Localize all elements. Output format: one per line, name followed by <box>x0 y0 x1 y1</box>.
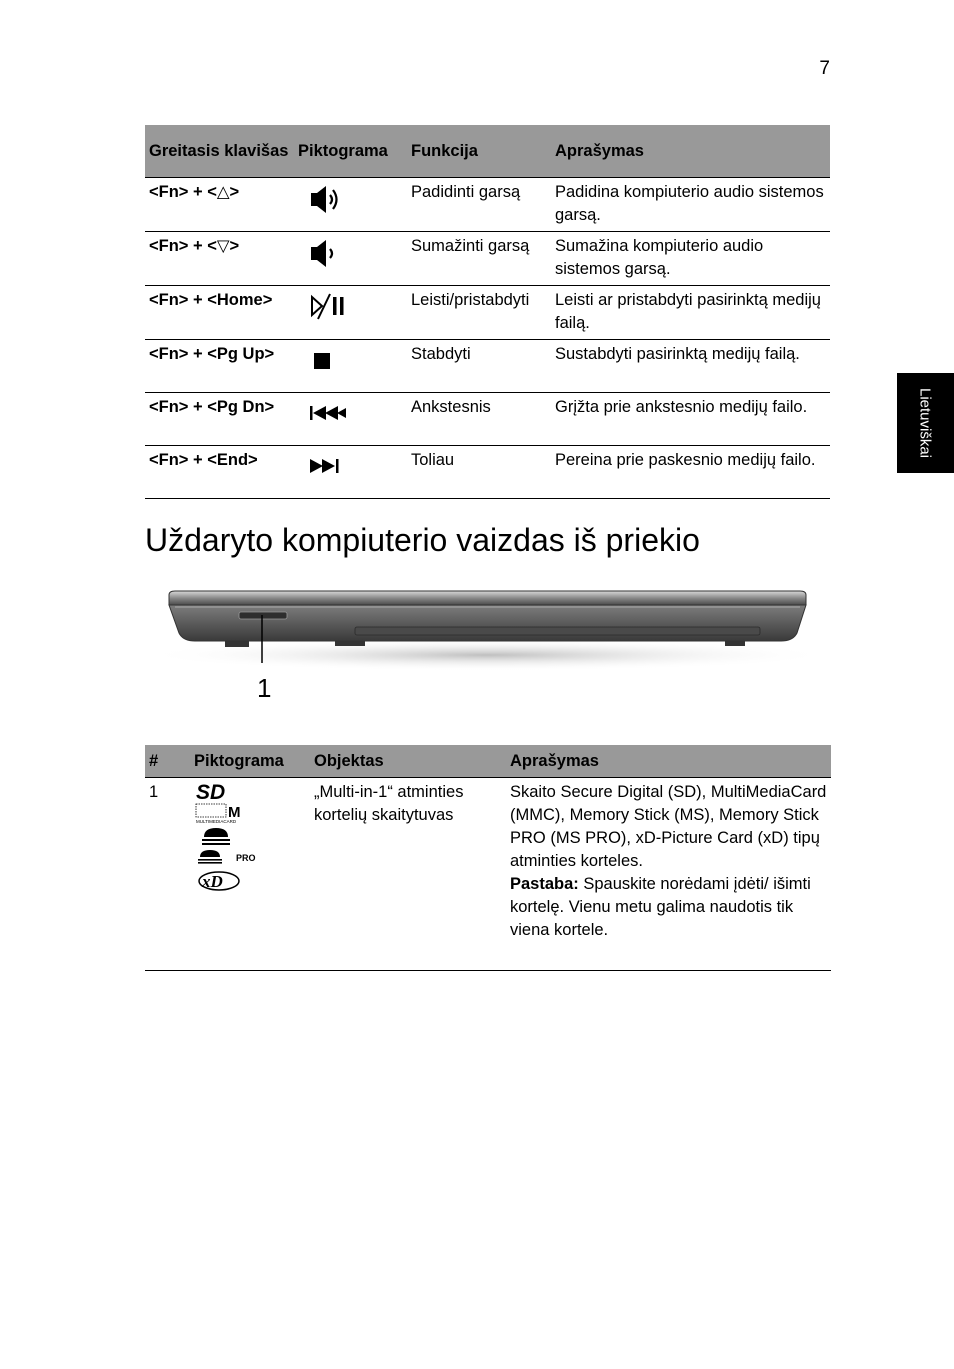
pro-logo-text: PRO <box>236 853 256 863</box>
header-hotkey: Greitasis klavišas <box>145 125 294 178</box>
laptop-front-drawing <box>145 585 830 710</box>
header-function: Funkcija <box>407 125 551 178</box>
card-reader-table <box>145 745 831 971</box>
table-row <box>145 340 830 393</box>
header-number: # <box>145 745 190 778</box>
next-icon <box>306 451 350 481</box>
table-row <box>145 393 830 446</box>
figure-callout-1: 1 <box>257 673 272 703</box>
description-cell: Sustabdyti pasirinktą medijų failą. <box>551 340 830 393</box>
number-cell: 1 <box>145 778 190 971</box>
stop-icon <box>306 345 346 375</box>
memory-stick-logo <box>194 825 254 847</box>
memory-stick-pro-logo <box>194 847 264 869</box>
hotkey-cell: <Fn> + <△> <box>145 178 294 232</box>
laptop-front-figure <box>145 585 830 710</box>
hotkey-cell: <Fn> + <Home> <box>145 286 294 340</box>
hotkey-table-header <box>145 125 830 178</box>
hotkey-table <box>145 125 830 499</box>
table-row <box>145 286 830 340</box>
section-title: Uždaryto kompiuterio vaizdas iš priekio <box>145 522 700 558</box>
hotkey-cell: <Fn> + <End> <box>145 446 294 499</box>
object-cell: „Multi-in-1“ atminties kortelių skaitytuvas <box>310 778 506 971</box>
function-cell: Stabdyti <box>407 340 551 393</box>
svg-text:SD: SD <box>196 781 226 803</box>
table-row <box>145 232 830 286</box>
language-side-tab-label: Lietuviškai <box>916 387 934 459</box>
description-cell: Padidina kompiuterio audio sistemos garsą. <box>551 178 830 232</box>
hotkey-cell: <Fn> + <▽> <box>145 232 294 286</box>
description-cell: Pereina prie paskesnio medijų failo. <box>551 446 830 499</box>
volume-up-icon <box>306 183 346 217</box>
card-reader-table-header <box>145 745 831 778</box>
description-cell: Leisti ar pristabdyti pasirinktą medijų failą. <box>551 286 830 340</box>
xd-logo <box>194 869 254 893</box>
language-side-tab <box>897 373 954 473</box>
page-number: 7 <box>819 58 830 79</box>
header-object: Objektas <box>310 745 506 778</box>
header-description: Aprašymas <box>551 125 830 178</box>
header-description: Aprašymas <box>506 745 831 778</box>
description-cell: Grįžta prie ankstesnio medijų failo. <box>551 393 830 446</box>
function-cell: Ankstesnis <box>407 393 551 446</box>
function-cell: Toliau <box>407 446 551 499</box>
hotkey-cell: <Fn> + <Pg Dn> <box>145 393 294 446</box>
description-cell: Sumažina kompiuterio audio sistemos garsą. <box>551 232 830 286</box>
svg-text:M: M <box>228 804 241 821</box>
sd-logo <box>194 781 254 803</box>
table-row <box>145 446 830 499</box>
header-icon: Piktograma <box>190 745 310 778</box>
function-cell: Leisti/pristabdyti <box>407 286 551 340</box>
note-text: Spauskite norėdami įdėti/ išimti kortelę. Vienu metu galima naudotis tik viena kortele. <box>510 875 811 939</box>
description-text: Skaito Secure Digital (SD), MultiMediaCard (MMC), Memory Stick (MS), Memory Stick PRO (MS PRO), xD-Picture Card (xD) tipų atminties korteles. <box>510 783 827 870</box>
header-icon: Piktograma <box>294 125 407 178</box>
table-row <box>145 178 830 232</box>
table-row <box>145 778 831 971</box>
note-label: Pastaba: <box>510 875 579 893</box>
mmc-logo-text: MULTIMEDIACARD <box>196 819 237 824</box>
play-pause-icon <box>306 291 350 321</box>
svg-text:xD: xD <box>202 872 223 891</box>
previous-icon <box>306 398 350 428</box>
volume-down-icon <box>306 237 346 271</box>
hotkey-cell: <Fn> + <Pg Up> <box>145 340 294 393</box>
description-cell <box>506 778 831 971</box>
function-cell: Padidinti garsą <box>407 178 551 232</box>
mmc-logo <box>194 803 254 825</box>
function-cell: Sumažinti garsą <box>407 232 551 286</box>
